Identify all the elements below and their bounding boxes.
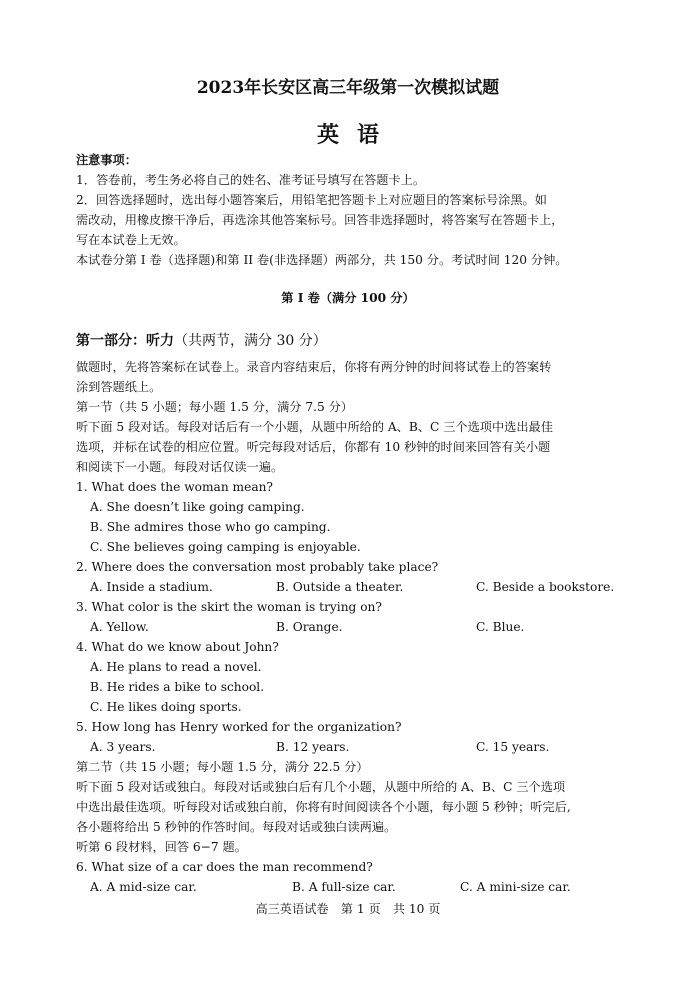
section1-line: 选项，并标在试卷的相应位置。听完每段对话后，你都有 10 秒钟的时间来回答有关小题: [76, 440, 551, 454]
question-3-option-b: B. Orange.: [276, 620, 343, 634]
question-5-option-c: C. 15 years.: [476, 740, 550, 754]
question-2-option-b: B. Outside a theater.: [276, 580, 404, 594]
question-3-option-c: C. Blue.: [476, 620, 525, 634]
notice-line: 写在本试卷上无效。: [76, 233, 186, 247]
notice-line: 本试卷分第 I 卷（选择题)和第 II 卷(非选择题）两部分，共 150 分。考试时间 120 分钟。: [76, 253, 568, 267]
question-5-option-b: B. 12 years.: [276, 740, 350, 754]
section2-line: 听第 6 段材料，回答 6−7 题。: [76, 840, 247, 854]
subject-title: 英语: [316, 122, 397, 148]
section1-line: 第一节（共 5 小题；每小题 1.5 分，满分 7.5 分）: [76, 400, 353, 414]
part1-heading: [76, 330, 327, 352]
question-1-option-b: B. She admires those who go camping.: [90, 520, 331, 534]
section2-line: 各小题将给出 5 秒钟的作答时间。每段对话或独白读两遍。: [76, 820, 397, 834]
notice-line: 需改动，用橡皮擦干净后，再选涂其他答案标号。回答非选择题时，将答案写在答题卡上，: [76, 213, 564, 227]
question-2-stem: 2. Where does the conversation most probably take place?: [76, 560, 439, 574]
part1-intro: 做题时，先将答案标在试卷上。录音内容结束后，你将有两分钟的时间将试卷上的答案转: [76, 360, 552, 374]
part1-intro: 涂到答题纸上。: [76, 380, 162, 394]
question-1-stem: 1. What does the woman mean?: [76, 480, 273, 494]
question-4-option-b: B. He rides a bike to school.: [90, 680, 265, 694]
volume-heading: 第 I 卷（满分 100 分）: [281, 291, 415, 305]
question-6-option-a: A. A mid-size car.: [90, 880, 197, 894]
question-5-stem: 5. How long has Henry worked for the organization?: [76, 720, 402, 734]
section1-line: 和阅读下一小题。每段对话仅读一遍。: [76, 460, 284, 474]
question-3-stem: 3. What color is the skirt the woman is trying on?: [76, 600, 382, 614]
question-6-stem: 6. What size of a car does the man recommend?: [76, 860, 373, 874]
question-1-option-a: A. She doesn’t like going camping.: [90, 500, 305, 514]
notice-heading: 注意事项：: [76, 153, 137, 167]
question-6-option-c: C. A mini-size car.: [460, 880, 571, 894]
part1-heading-bold: 第一部分：听力: [76, 333, 174, 349]
question-2-option-a: A. Inside a stadium.: [90, 580, 213, 594]
question-3-option-a: A. Yellow.: [90, 620, 149, 634]
question-2-option-c: C. Beside a bookstore.: [476, 580, 615, 594]
part1-heading-rest: （共两节，满分 30 分）: [174, 333, 327, 349]
section2-line: 听下面 5 段对话或独白。每段对话或独白后有几个小题，从题中所给的 A、B、C 三个选项: [76, 780, 566, 794]
question-5-option-a: A. 3 years.: [90, 740, 156, 754]
question-4-stem: 4. What do we know about John?: [76, 640, 279, 654]
section2-line: 第二节（共 15 小题；每小题 1.5 分，满分 22.5 分）: [76, 760, 369, 774]
section1-line: 听下面 5 段对话。每段对话后有一个小题，从题中所给的 A、B、C 三个选项中选出最佳: [76, 420, 553, 434]
question-4-option-c: C. He likes doing sports.: [90, 700, 242, 714]
exam-title: 2023年长安区高三年级第一次模拟试题: [196, 78, 500, 98]
section2-line: 中选出最佳选项。听每段对话或独白前，你将有时间阅读各个小题，每小题 5 秒钟；听完后,: [76, 800, 571, 814]
question-1-option-c: C. She believes going camping is enjoyable.: [90, 540, 361, 554]
question-6-option-b: B. A full-size car.: [292, 880, 396, 894]
notice-line: 1．答卷前，考生务必将自己的姓名、准考证号填写在答题卡上。: [76, 173, 426, 187]
notice-line: 2．回答选择题时，选出每小题答案后，用铅笔把答题卡上对应题目的答案标号涂黑。如: [76, 193, 547, 207]
question-4-option-a: A. He plans to read a novel.: [90, 660, 262, 674]
page-footer: 高三英语试卷 第 1 页 共 10 页: [255, 902, 441, 916]
